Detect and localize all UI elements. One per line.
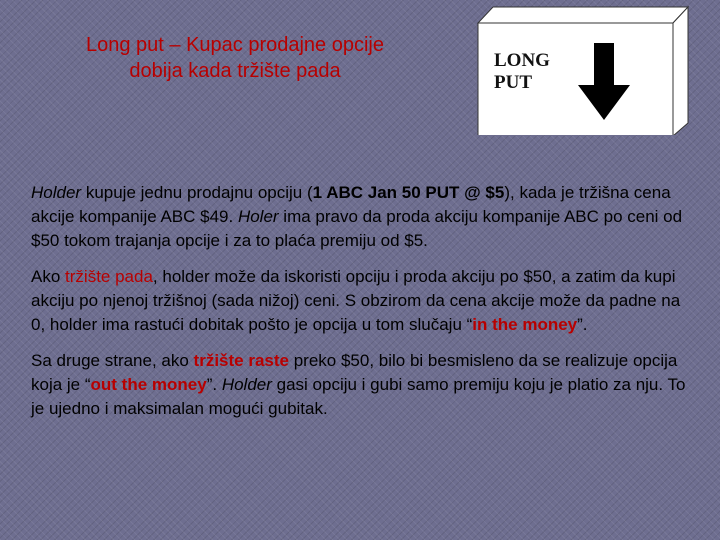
- highlight-market-rises: tržište raste: [193, 351, 289, 370]
- holder-term-2: Holder: [221, 375, 272, 394]
- long-put-logo: [470, 0, 690, 135]
- p3-text-c: ”.: [206, 375, 222, 394]
- p1-text-a: kupuje jednu prodajnu opciju (: [81, 183, 313, 202]
- slide-body: [31, 181, 696, 433]
- p1-text-b: ), kada je tržišna cena akcije kompanije ABC $49.: [31, 183, 671, 226]
- highlight-in-the-money: in the money: [472, 315, 578, 334]
- slide-title-line2: dobija kada tržište pada: [129, 60, 341, 82]
- slide-title-line1: Long put – Kupac prodajne opcije: [85, 34, 384, 56]
- paragraph-1: [31, 181, 696, 253]
- p3-text-a: Sa druge strane, ako: [31, 351, 194, 370]
- paragraph-3: [31, 349, 696, 421]
- highlight-out-the-money: out the money: [90, 375, 207, 394]
- slide-title: [20, 32, 450, 84]
- p3-text-d: gasi opciju i gubi samo premiju koju je platio za nju. To je ujedno i maksimalan mogući gubitak.: [31, 375, 686, 418]
- paragraph-2: [31, 265, 696, 337]
- p2-text-c: ”.: [577, 315, 588, 334]
- holer-term: Holer: [237, 207, 279, 226]
- p3-text-b: preko $50, bilo bi besmisleno da se realizuje opcija koja je “: [31, 351, 678, 394]
- holder-term: Holder: [31, 183, 82, 202]
- p2-text-b: , holder može da iskoristi opciju i proda akciju po $50, a zatim da kupi akciju po njenoj tržišnoj (sada nižoj) ceni. S obzirom da cena akcije može da padne na 0, holder ima rastući dobitak pošto je opcija u tom slučaju “: [31, 267, 681, 334]
- logo-text-put: PUT: [494, 72, 532, 93]
- p2-text-a: Ako: [31, 267, 66, 286]
- logo-text-long: LONG: [494, 50, 550, 71]
- highlight-market-falls: tržište pada: [65, 267, 153, 286]
- p1-text-c: ima pravo da proda akciju kompanije ABC po ceni od $50 tokom trajanja opcije i za to plaća premiju od $5.: [31, 207, 683, 250]
- logo-text: [494, 50, 550, 94]
- option-notation: 1 ABC Jan 50 PUT @ $5: [312, 183, 505, 202]
